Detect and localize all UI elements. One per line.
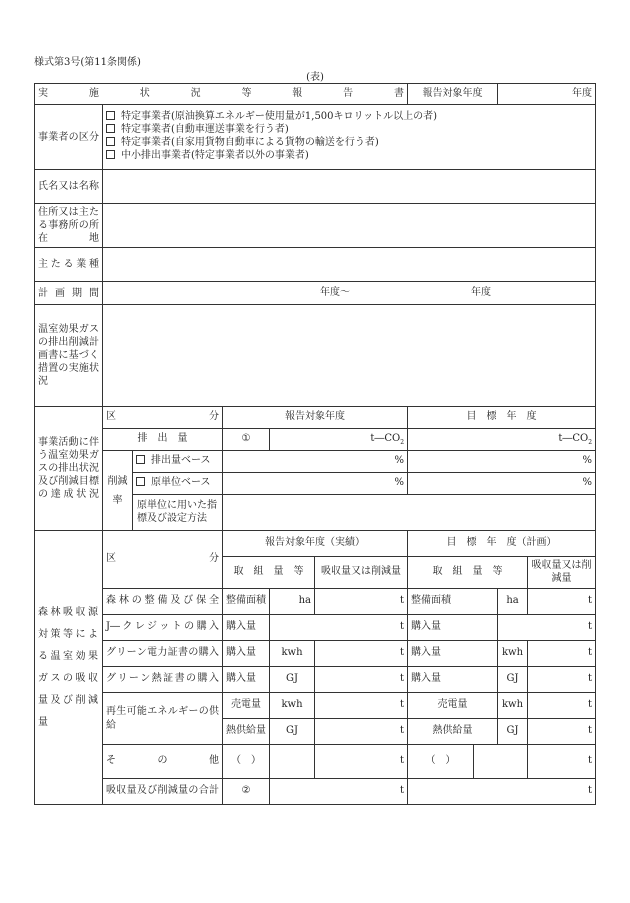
emission-report-year-header: 報告対象年度 (223, 407, 408, 429)
implementation-label: 温室効果ガスの排出削減計画書に基づく措置の実施状況 (35, 305, 103, 407)
marker-2: ② (223, 779, 270, 805)
target-qty-label: 整備面積 (408, 589, 498, 615)
business-class-options (103, 105, 596, 170)
name-field[interactable] (103, 170, 596, 204)
target-qty-value[interactable]: kwh (498, 693, 528, 719)
target-absorb-value[interactable]: t (528, 693, 596, 719)
business-option-2[interactable]: 特定事業者(自動車運送事業を行う者) (106, 124, 592, 137)
target-absorb-value[interactable]: t (528, 745, 596, 779)
emission-target-value[interactable]: $t―CO_2$ (408, 429, 596, 451)
report-qty-label: 購入量 (223, 667, 270, 693)
target-effort-header: 取 組 量 等 (408, 557, 528, 589)
implementation-field[interactable] (103, 305, 596, 407)
target-total-value[interactable]: t (408, 779, 596, 805)
target-qty-label: 購入量 (408, 615, 498, 641)
report-absorb-header: 吸収量又は削減量 (315, 557, 408, 589)
intensity-base-option[interactable]: 原単位ベース (133, 473, 223, 495)
report-absorb-value[interactable]: t (315, 589, 408, 615)
indicator-label: 原単位に用いた指標及び設定方法 (133, 495, 223, 531)
forest-section-label: 森林吸収源対策等による温室効果ガスの吸収量及び削減量 (35, 531, 103, 805)
target-other-value[interactable] (474, 745, 528, 779)
plan-period-field[interactable] (103, 282, 596, 305)
emission-report-value[interactable]: $t―CO_2$ (270, 429, 408, 451)
plan-period-start: 年度～ (320, 286, 350, 298)
report-absorb-value[interactable]: t (315, 693, 408, 719)
form-title: 実 施 状 況 等 報 告 書 (35, 84, 408, 105)
report-absorb-value[interactable]: t (315, 667, 408, 693)
target-absorb-value[interactable]: t (528, 719, 596, 745)
checkbox-icon[interactable] (106, 124, 115, 133)
checkbox-icon[interactable] (136, 455, 145, 464)
renewable-label: 再生可能エネルギーの供給 (103, 693, 223, 745)
plan-period-end: 年度 (471, 286, 491, 298)
intensity-base-report-value[interactable]: % (223, 473, 408, 495)
report-qty-value[interactable]: kwh (270, 693, 315, 719)
marker-1: ① (223, 429, 270, 451)
front-side-label: (表) (306, 72, 324, 83)
report-form-table (34, 83, 596, 805)
report-qty-label: 整備面積 (223, 589, 270, 615)
emission-base-report-value[interactable]: % (223, 451, 408, 473)
year-unit: 年度 (572, 87, 593, 99)
checkbox-icon[interactable] (106, 111, 115, 120)
forest-kubun: 区 分 (103, 531, 223, 589)
intensity-base-target-value[interactable]: % (408, 473, 596, 495)
report-total-value[interactable]: t (270, 779, 408, 805)
business-option-1[interactable]: 特定事業者(原油換算エネルギー使用量が1,500キロリットル以上の者) (106, 111, 592, 124)
industry-field[interactable] (103, 248, 596, 282)
report-absorb-value[interactable]: t (315, 745, 408, 779)
forest-row-label: 森林の整備及び保全 (103, 589, 223, 615)
report-effort-header: 取 組 量 等 (223, 557, 315, 589)
forest-target-header: 目 標 年 度（計画） (408, 531, 596, 557)
forest-row-label: グリーン電力証書の購入 (103, 641, 223, 667)
report-qty-label: 購入量 (223, 615, 270, 641)
report-qty-label: 売電量 (223, 693, 270, 719)
emission-base-target-value[interactable]: % (408, 451, 596, 473)
form-number: 様式第3号(第11条関係) (34, 57, 141, 68)
checkbox-icon[interactable] (106, 150, 115, 159)
target-absorb-value[interactable]: t (498, 615, 596, 641)
forest-row-label: J―クレジットの購入 (103, 615, 223, 641)
target-qty-label: 購入量 (408, 641, 498, 667)
report-qty-value[interactable]: kwh (270, 641, 315, 667)
report-qty-value[interactable]: GJ (270, 719, 315, 745)
report-absorb-value[interactable]: t (315, 719, 408, 745)
forest-row-label: グリーン熱証書の購入 (103, 667, 223, 693)
report-year-field[interactable] (498, 84, 596, 105)
emission-kubun: 区 分 (103, 407, 223, 429)
address-label: 住所又は主たる事務所の所在地 (35, 204, 103, 248)
target-absorb-value[interactable]: t (528, 641, 596, 667)
target-qty-label: 購入量 (408, 667, 498, 693)
report-qty-label: 購入量 (223, 641, 270, 667)
report-absorb-value[interactable]: t (270, 615, 408, 641)
business-option-4[interactable]: 中小排出事業者(特定事業者以外の事業者) (106, 150, 592, 163)
reduction-rate-label: 削減率 (103, 451, 133, 531)
plan-period-label: 計画期間 (35, 282, 103, 305)
report-qty-value[interactable]: ha (270, 589, 315, 615)
target-qty-value[interactable]: kwh (498, 641, 528, 667)
target-qty-value[interactable]: GJ (498, 719, 528, 745)
report-other-value[interactable] (270, 745, 315, 779)
emission-amount-label: 排 出 量 (103, 429, 223, 451)
report-year-label: 報告対象年度 (408, 84, 498, 105)
target-absorb-header: 吸収量又は削減量 (528, 557, 596, 589)
other-label: そ の 他 (103, 745, 223, 779)
report-absorb-value[interactable]: t (315, 641, 408, 667)
business-class-label: 事業者の区分 (35, 105, 103, 170)
name-label: 氏名又は名称 (35, 170, 103, 204)
report-qty-label: 熱供給量 (223, 719, 270, 745)
industry-label: 主たる業種 (35, 248, 103, 282)
forest-report-header: 報告対象年度（実績） (223, 531, 408, 557)
emission-target-year-header: 目 標 年 度 (408, 407, 596, 429)
emission-base-option[interactable]: 排出量ベース (133, 451, 223, 473)
address-field[interactable] (103, 204, 596, 248)
target-qty-value[interactable]: ha (498, 589, 528, 615)
checkbox-icon[interactable] (106, 137, 115, 146)
target-absorb-value[interactable]: t (528, 589, 596, 615)
report-other-qty[interactable]: （ ） (223, 745, 270, 779)
emission-section-label: 事業活動に伴う温室効果ガスの排出状況及び削減目標の達成状況 (35, 407, 103, 531)
target-other-qty[interactable]: （ ） (408, 745, 474, 779)
checkbox-icon[interactable] (136, 477, 145, 486)
target-absorb-value[interactable]: t (528, 667, 596, 693)
indicator-field[interactable] (223, 495, 596, 531)
report-qty-value[interactable]: GJ (270, 667, 315, 693)
business-option-3[interactable]: 特定事業者(自家用貨物自動車による貨物の輸送を行う者) (106, 137, 592, 150)
total-label: 吸収量及び削減量の合計 (103, 779, 223, 805)
target-qty-value[interactable]: GJ (498, 667, 528, 693)
target-qty-label: 売電量 (408, 693, 498, 719)
target-qty-label: 熱供給量 (408, 719, 498, 745)
